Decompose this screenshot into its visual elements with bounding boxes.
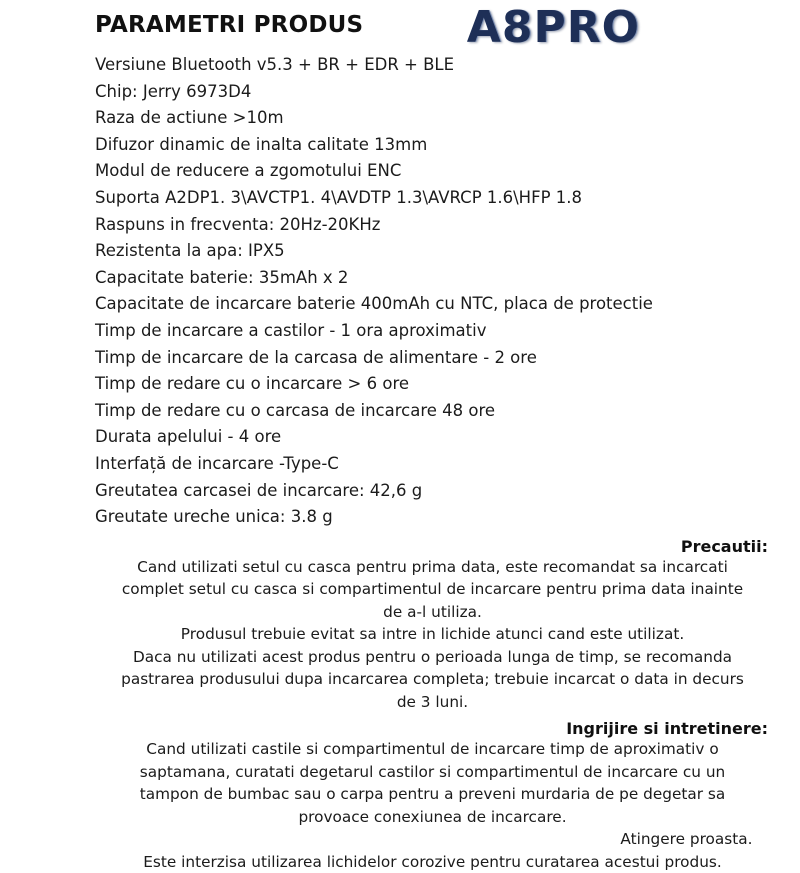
list-item: Timp de incarcare de la carcasa de alimentare - 2 ore [95, 347, 537, 367]
precautions-paragraph: Cand utilizati setul cu casca pentru prima data, este recomandat sa incarcati complet setul cu casca si compartimentul de incarcare pentru prima data inainte de a-l utiliza. [121, 557, 744, 621]
list-item: Durata apelului - 4 ore [95, 427, 282, 447]
list-item: Chip: Jerry 6973D4 [95, 81, 252, 101]
header [95, 2, 770, 53]
list-item: Greutate ureche unica: 3.8 g [95, 507, 333, 527]
care-paragraph: Cand utilizati castile si compartimentul de incarcare timp de aproximativ o saptamana, curatati degetarul castilor si compartimentul de incarcare cu un tampon de bumbac sau o carpa pentru a preveni murdaria de pe degetar sa provoace conexiunea de incarcare. [139, 740, 726, 826]
care-heading: Ingrijire si intretinere: [566, 719, 768, 739]
precautions-heading: Precautii: [680, 536, 768, 556]
list-item: Interfață de incarcare -Type-C [95, 453, 339, 473]
care-section [95, 719, 770, 873]
precautions-paragraph: Daca nu utilizati acest produs pentru o perioada lunga de timp, se recomanda pastrarea produsului dupa incarcarea completa; trebuie incarcat o data in decurs de 3 luni. [121, 647, 744, 711]
list-item: Suporta A2DP1. 3\AVCTP1. 4\AVDTP 1.3\AVRCP 1.6\HFP 1.8 [95, 187, 583, 207]
specs-list [95, 52, 770, 531]
list-item: Timp de redare cu o carcasa de incarcare 48 ore [95, 400, 496, 420]
list-item: Difuzor dinamic de inalta calitate 13mm [95, 134, 428, 154]
care-paragraph: Atingere proasta. [620, 830, 753, 849]
list-item: Rezistenta la apa: IPX5 [95, 241, 285, 261]
page-title: PARAMETRI PRODUS [95, 12, 364, 38]
list-item: Modul de reducere a zgomotului ENC [95, 161, 402, 181]
list-item: Raspuns in frecventa: 20Hz-20KHz [95, 214, 381, 234]
list-item: Raza de actiune >10m [95, 108, 284, 128]
care-paragraph: Este interzisa utilizarea lichidelor corozive pentru curatarea acestui produs. [143, 852, 722, 871]
list-item: Versiune Bluetooth v5.3 + BR + EDR + BLE [95, 55, 455, 74]
list-item: Capacitate de incarcare baterie 400mAh cu NTC, placa de protectie [95, 294, 653, 314]
list-item: Capacitate baterie: 35mAh x 2 [95, 267, 349, 287]
brand-logo: A8PRO [466, 2, 640, 53]
precautions-paragraph: Produsul trebuie evitat sa intre in lichide atunci cand este utilizat. [180, 625, 685, 644]
list-item: Timp de incarcare a castilor - 1 ora aproximativ [95, 320, 487, 340]
list-item: Timp de redare cu o incarcare > 6 ore [95, 374, 410, 394]
list-item: Greutatea carcasei de incarcare: 42,6 g [95, 480, 423, 500]
